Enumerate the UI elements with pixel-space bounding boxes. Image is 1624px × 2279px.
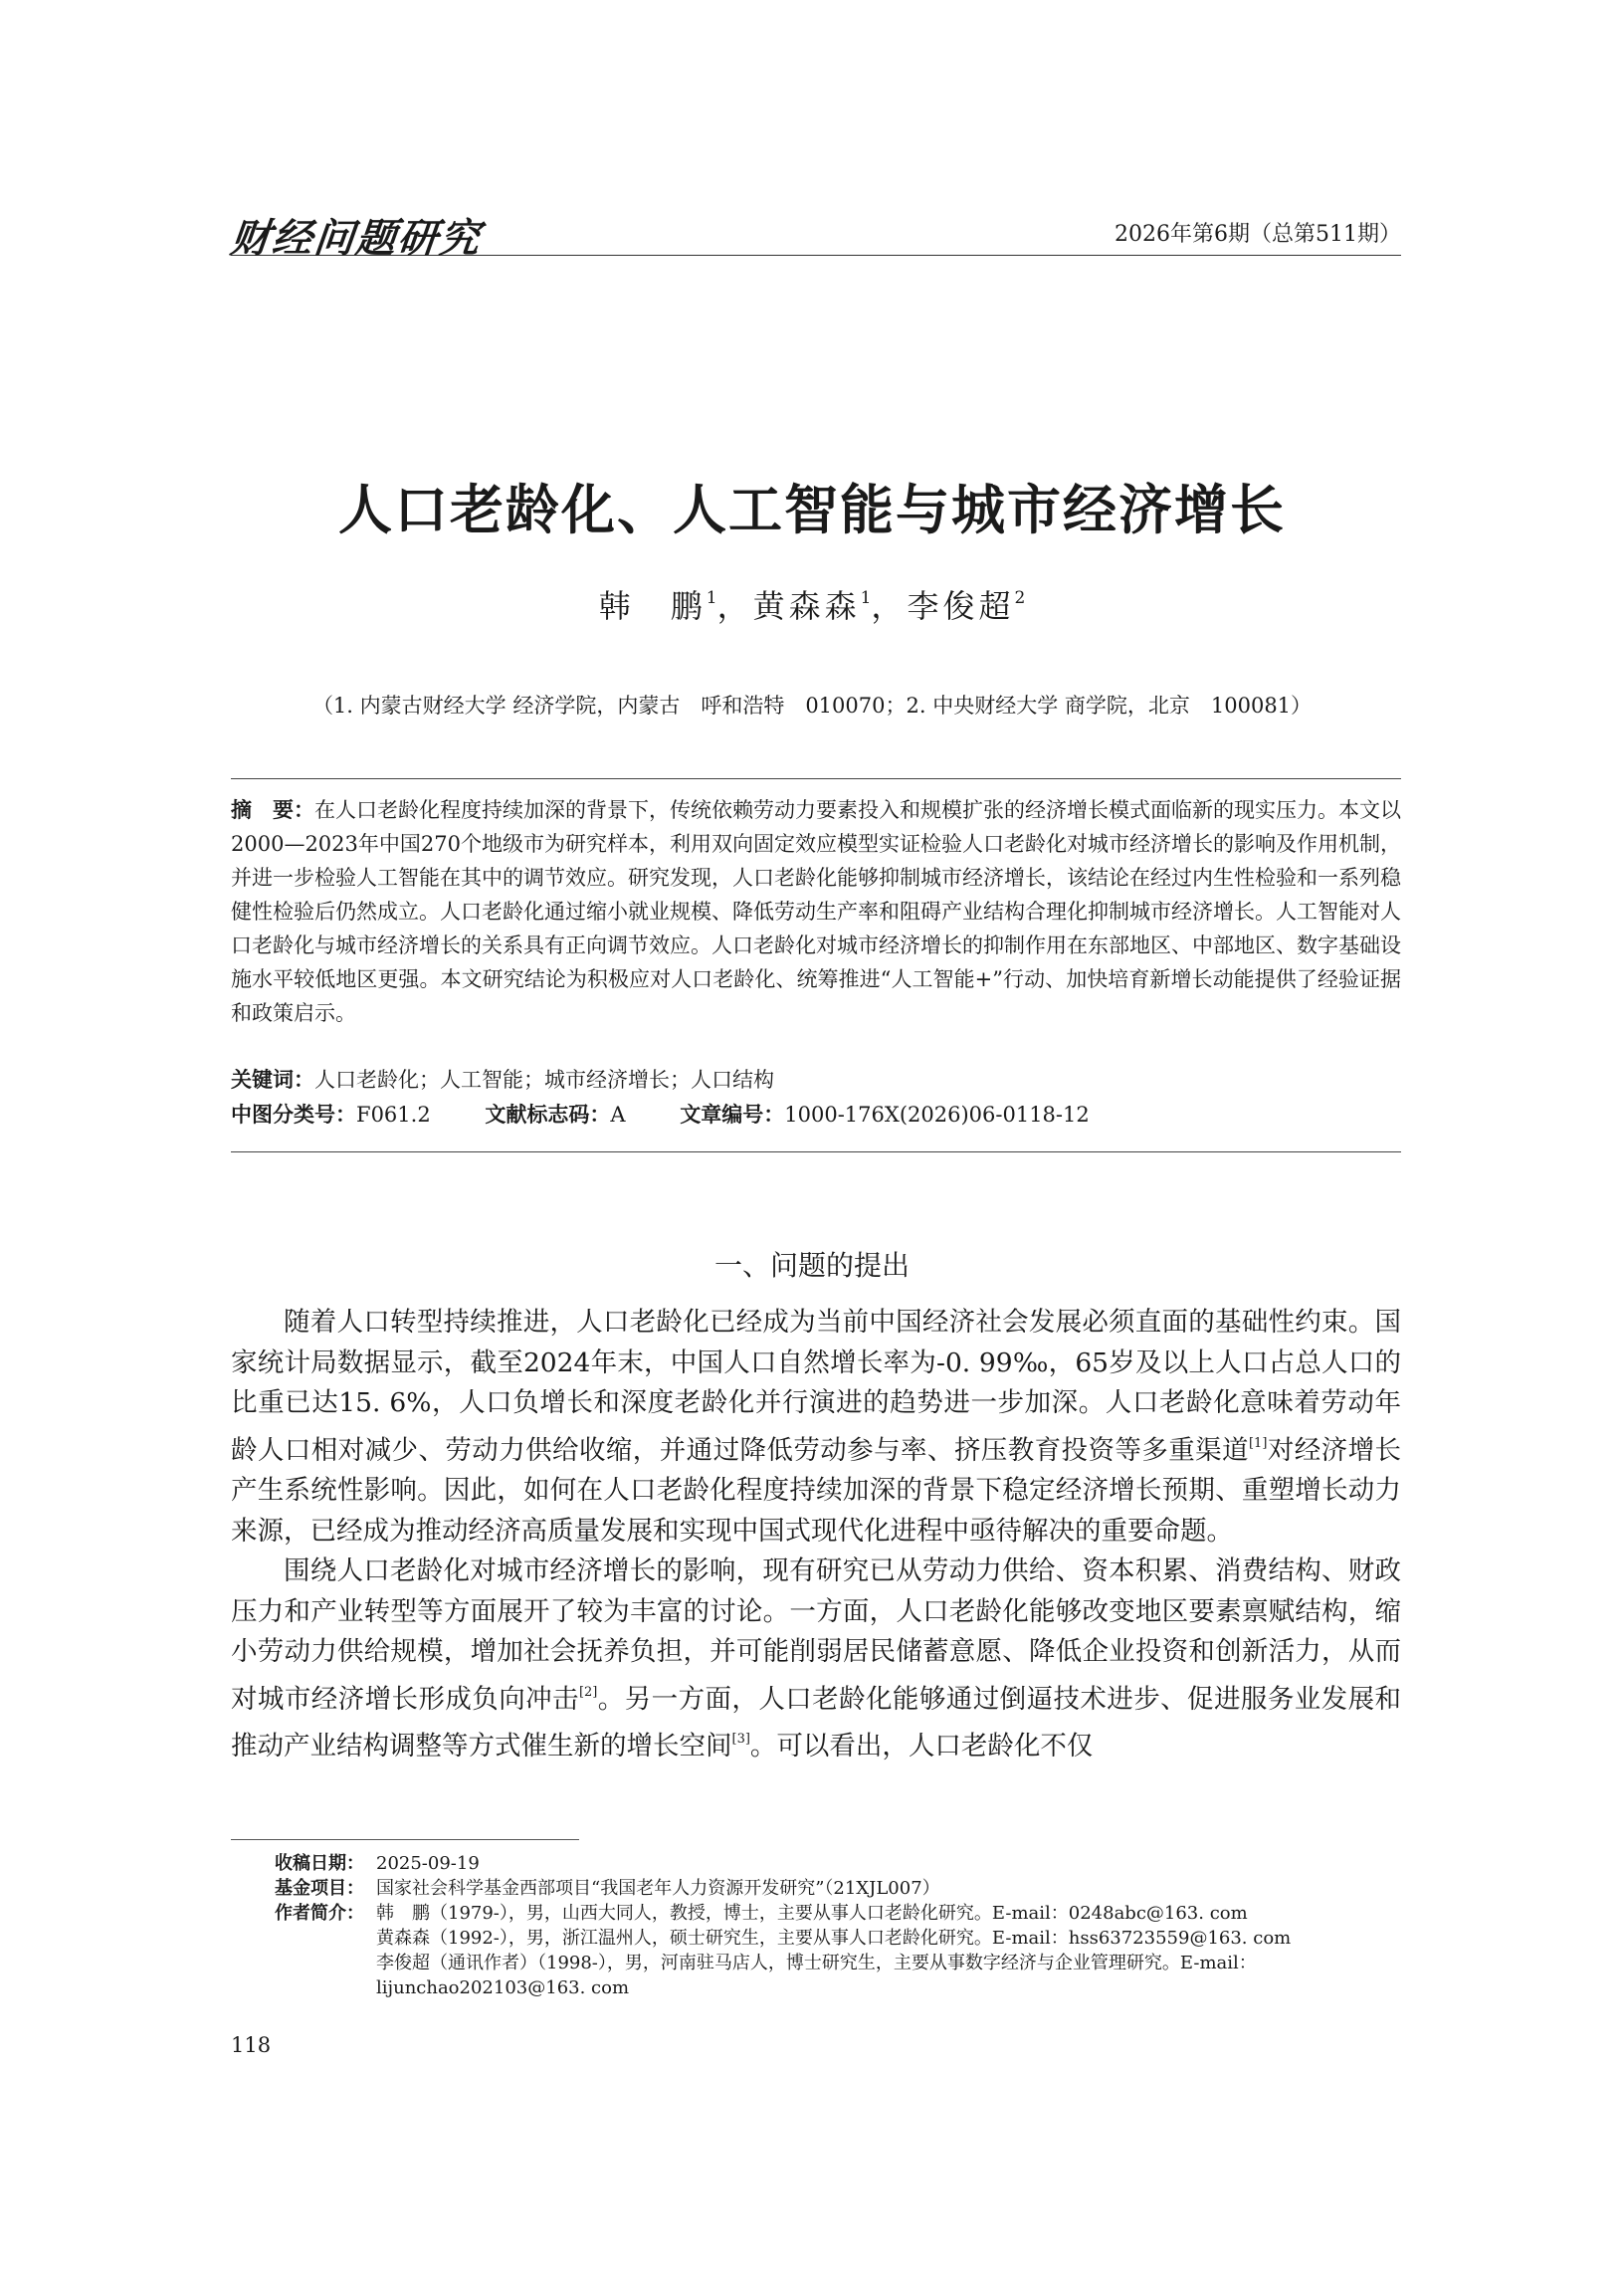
issue-info: 2026年第6期（总第511期） <box>1115 222 1401 247</box>
keywords <box>231 1064 774 1094</box>
page-header <box>228 207 1401 262</box>
fund-text: 国家社会科学基金西部项目“我国老年人力资源开发研究”（21XJL007） <box>376 1878 940 1899</box>
abstract-box <box>231 778 1401 1152</box>
author-bio: 黄森森（1992-），男，浙江温州人，硕士研究生，主要从事人口老龄化研究。E-mail：hss63723559@163. com <box>376 1928 1292 1949</box>
keywords-text: 人口老龄化；人工智能；城市经济增长；人口结构 <box>314 1068 774 1092</box>
abstract-label: 摘 要： <box>231 798 314 822</box>
paragraph-text: 对经济增长产生系统性影响。因此，如何在人口老龄化程度持续加深的背景下稳定经济增长预期、重塑增长动力来源，已经成为推动经济高质量发展和实现中国式现代化进程中亟待解决的重要命题。 <box>231 1434 1402 1547</box>
author-bio: 李俊超（通讯作者）（1998-），男，河南驻马店人，博士研究生，主要从事数字经济与企业管理研究。E-mail：lijunchao202103@163. com <box>376 1953 1257 1998</box>
page-number: 118 <box>231 2033 272 2057</box>
clc-value: F061.2 <box>356 1103 431 1127</box>
keywords-label: 关键词： <box>231 1068 314 1092</box>
footnote-fund <box>275 1876 1401 1901</box>
citation-ref[interactable]: [2] <box>578 1684 598 1700</box>
body-text <box>231 1303 1401 1767</box>
author-affil-mark: 1 <box>860 588 872 608</box>
paper-title: 人口老龄化、人工智能与城市经济增长 <box>338 479 1286 541</box>
author-name: 李俊超 <box>907 587 1015 625</box>
abstract-text: 在人口老龄化程度持续加深的背景下，传统依赖劳动力要素投入和规模扩张的经济增长模式面临新的现实压力。本文以2000—2023年中国270个地级市为研究样本，利用双向固定效应模型实证检验人口老龄化对城市经济增长的影响及作用机制，并进一步检验人工智能在其中的调节效应。研究发现，人口老龄化能够抑制城市经济增长，该结论在经过内生性检验和一系列稳健性检验后仍然成立。人口老龄化通过缩小就业规模、降低劳动生产率和阻碍产业结构合理化抑制城市经济增长。人工智能对人口老龄化与城市经济增长的关系具有正向调节效应。人口老龄化对城市经济增长的抑制作用在东部地区、中部地区、数字基础设施水平较低地区更强。本文研究结论为积极应对人口老龄化、统筹推进“人工智能+”行动、加快培育新增长动能提供了经验证据和政策启示。 <box>231 798 1401 1025</box>
author-bio: 韩 鹏（1979-），男，山西大同人，教授，博士，主要从事人口老龄化研究。E-mail：0248abc@163. com <box>376 1903 1248 1924</box>
doc-code-label: 文献标志码： <box>485 1103 611 1127</box>
paragraph-text: 随着人口转型持续推进，人口老龄化已经成为当前中国经济社会发展必须直面的基础性约束。国家统计局数据显示，截至2024年末，中国人口自然增长率为-0. 99‰，65岁及以上人口占总人口的比重已达15. 6%，人口负增长和深度老龄化并行演进的趋势进一步加深。人口老龄化意味着劳动年龄人口相对减少、劳动力供给收缩，并通过降低劳动参与率、挤压教育投资等多重渠道 <box>231 1307 1401 1466</box>
classification-line <box>231 1099 1137 1129</box>
author-affil-mark: 1 <box>706 588 717 608</box>
affiliations: （1. 内蒙古财经大学 经济学院，内蒙古 呼和浩特 010070；2. 中央财经大学 商学院，北京 100081） <box>311 694 1313 718</box>
paragraph-text: 。可以看出，人口老龄化不仅 <box>749 1731 1094 1761</box>
author-separator: ， <box>871 587 908 625</box>
author-name: 韩 鹏 <box>598 587 707 625</box>
received-date: 2025-09-19 <box>376 1853 480 1874</box>
fund-label: 基金项目： <box>275 1878 364 1899</box>
received-label: 收稿日期： <box>275 1853 364 1874</box>
journal-logo: 财经问题研究 <box>228 215 485 262</box>
citation-ref[interactable]: [3] <box>731 1732 750 1747</box>
author-name: 黄森森 <box>752 587 861 625</box>
footnotes <box>275 1851 1401 2000</box>
paragraph <box>231 1303 1401 1552</box>
doc-code-value: A <box>610 1103 626 1127</box>
author-affil-mark: 2 <box>1014 588 1026 608</box>
paragraph <box>231 1552 1401 1767</box>
article-number-label: 文章编号： <box>680 1103 785 1127</box>
footnote-divider <box>231 1839 579 1840</box>
citation-ref[interactable]: [1] <box>1248 1435 1268 1451</box>
bio-label: 作者简介： <box>275 1903 364 1924</box>
author-list <box>0 581 1624 627</box>
abstract <box>231 793 1401 1030</box>
section-heading: 一、问题的提出 <box>713 1249 910 1282</box>
bio-list <box>376 1901 1401 2000</box>
paragraph-text: 围绕人口老龄化对城市经济增长的影响，现有研究已从劳动力供给、资本积累、消费结构、财政压力和产业转型等方面展开了较为丰富的讨论。一方面，人口老龄化能够改变地区要素禀赋结构，缩小劳动力供给规模，增加社会抚养负担，并可能削弱居民储蓄意愿、降低企业投资和创新活力，从而对城市经济增长形成负向冲击 <box>231 1555 1401 1715</box>
author-separator: ， <box>716 587 753 625</box>
clc-label: 中图分类号： <box>231 1103 356 1127</box>
paragraph-text: 。另一方面，人口老龄化能够通过倒逼技术进步、促进服务业发展和推动产业结构调整等方式催生新的增长空间 <box>231 1683 1402 1761</box>
footnote-received <box>275 1851 1401 1876</box>
article-number-value: 1000-176X(2026)06-0118-12 <box>784 1103 1090 1127</box>
footnote-bios <box>275 1901 1401 2000</box>
